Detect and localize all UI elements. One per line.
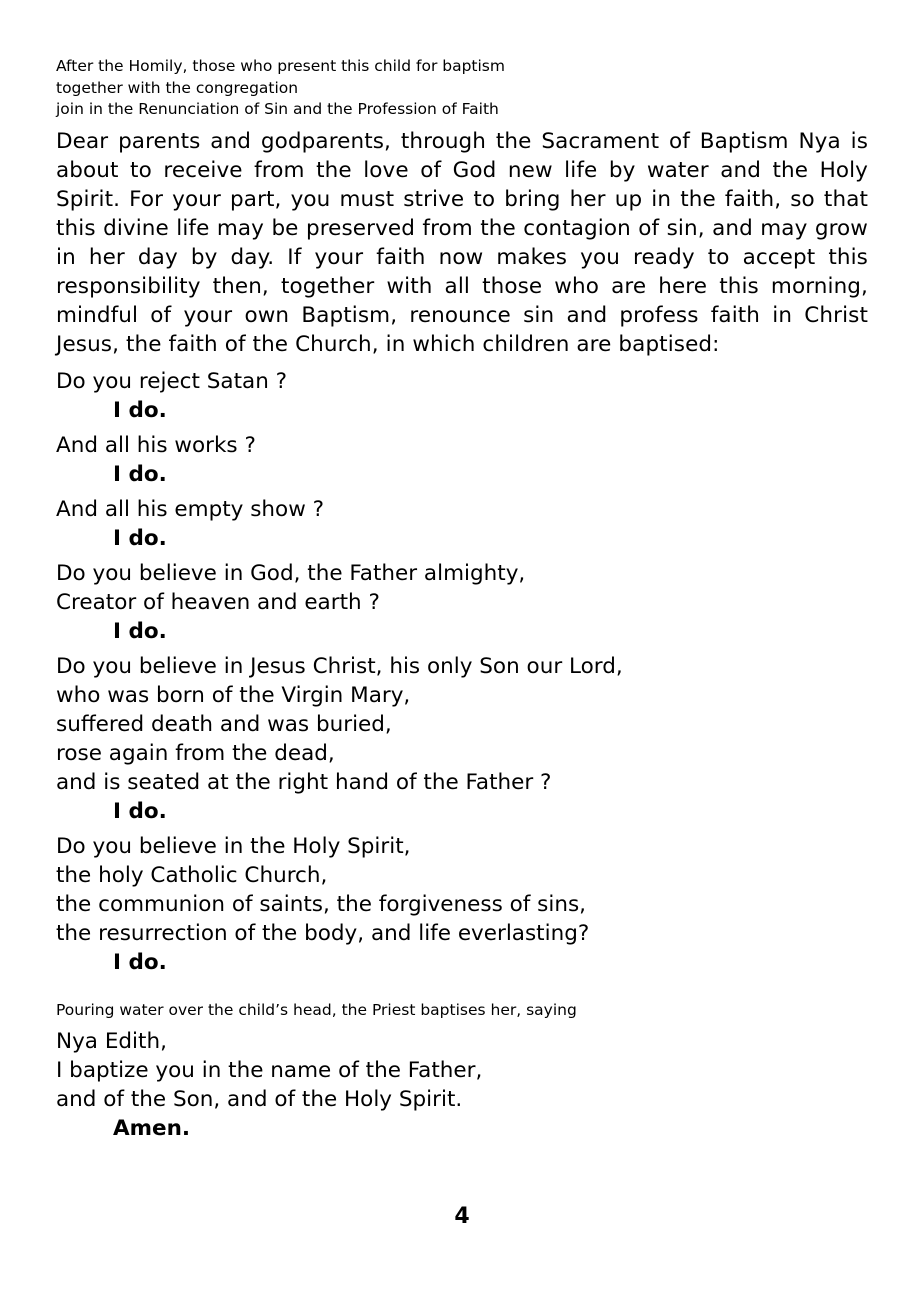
question-line: the resurrection of the body, and life everlasting? — [56, 920, 590, 946]
question-works — [56, 431, 868, 489]
question-empty-show — [56, 495, 868, 553]
response: I do. — [113, 798, 167, 824]
question-line: and is seated at the right hand of the Father ? — [56, 769, 552, 795]
question-line: rose again from the dead, — [56, 740, 335, 766]
baptismal-formula — [56, 1027, 868, 1143]
question-believe-spirit — [56, 832, 868, 977]
question-believe-god — [56, 559, 868, 646]
question-line: who was born of the Virgin Mary, — [56, 682, 411, 708]
formula-line: and of the Son, and of the Holy Spirit. — [56, 1086, 463, 1112]
question-line: Do you believe in Jesus Christ, his only Son our Lord, — [56, 653, 623, 679]
question-line: Creator of heaven and earth ? — [56, 589, 380, 615]
question-line: And all his works ? — [56, 432, 256, 458]
response: I do. — [113, 618, 167, 644]
question-line: Do you believe in God, the Father almighty, — [56, 560, 526, 586]
rubric-line: join in the Renunciation of Sin and the Profession of Faith — [56, 100, 499, 118]
formula-line: I baptize you in the name of the Father, — [56, 1057, 483, 1083]
response: I do. — [113, 949, 167, 975]
question-line: Do you believe in the Holy Spirit, — [56, 833, 411, 859]
page-body — [56, 56, 868, 1149]
page-number: 4 — [454, 1204, 470, 1229]
question-reject-satan — [56, 367, 868, 425]
response: I do. — [113, 525, 167, 551]
rubric-line: After the Homily, those who present this child for baptism — [56, 57, 505, 75]
question-line: the communion of saints, the forgiveness of sins, — [56, 891, 587, 917]
question-line: And all his empty show ? — [56, 496, 325, 522]
response: I do. — [113, 397, 167, 423]
question-line: the holy Catholic Church, — [56, 862, 328, 888]
formula-line: Nya Edith, — [56, 1028, 167, 1054]
exhortation-paragraph: Dear parents and godparents, through the Sacrament of Baptism Nya is about to receive from the love of God new life by water and the Holy Spirit. For your part, you must strive to bring her up in the faith, so that this divine life may be preserved from the contagion of sin, and may grow in her day by day. If your faith now makes you ready to accept this responsibility then, together with all those who are here this morning, mindful of your own Baptism, renounce sin and profess faith in Christ Jesus, the faith of the Church, in which children are baptised: — [56, 128, 868, 357]
rubric-baptism: Pouring water over the child’s head, the Priest baptises her, saying — [56, 1000, 577, 1019]
question-believe-christ — [56, 652, 868, 826]
response-amen: Amen. — [113, 1115, 191, 1141]
response: I do. — [113, 461, 167, 487]
rubric-line: together with the congregation — [56, 78, 299, 97]
question-line: Do you reject Satan ? — [56, 368, 288, 394]
question-line: suffered death and was buried, — [56, 711, 392, 737]
rubric-renunciation — [56, 56, 868, 121]
